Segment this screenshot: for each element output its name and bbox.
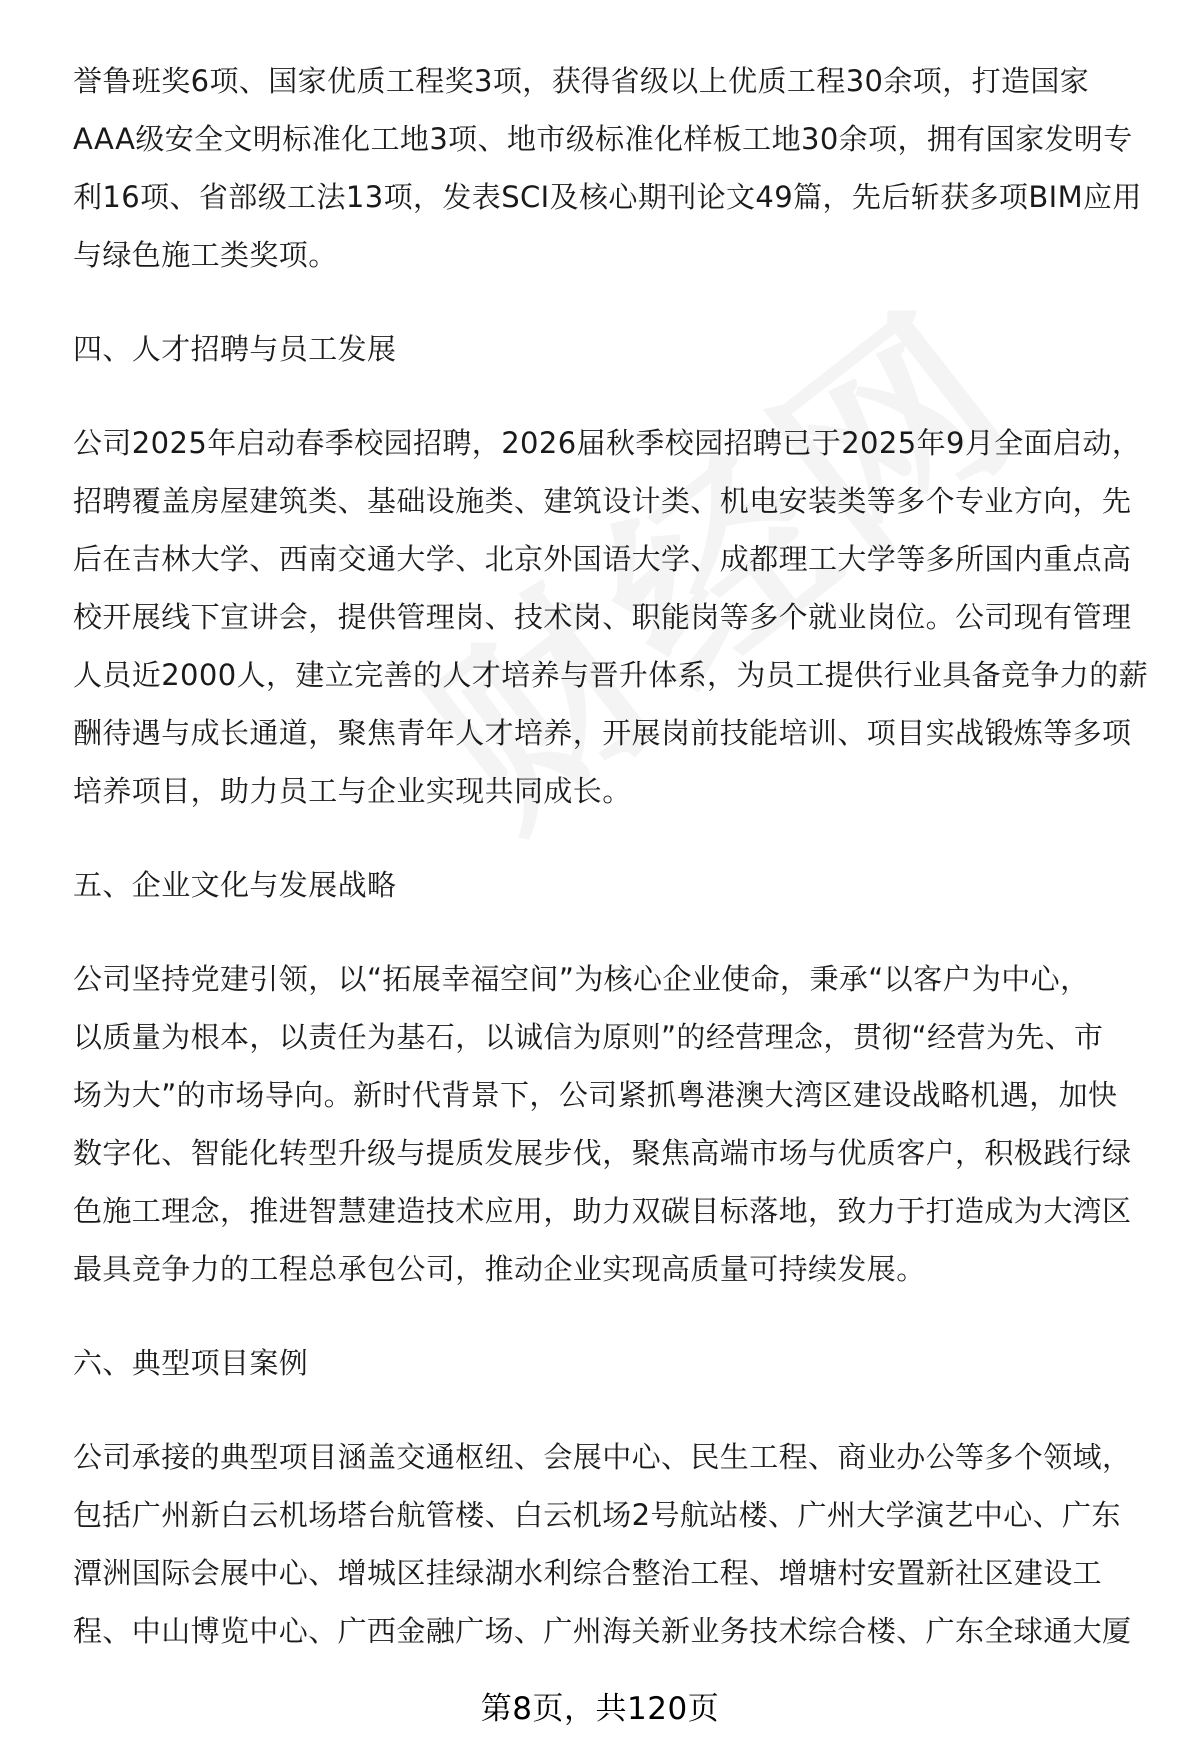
text-line: 利16项、省部级工法13项，发表SCI及核心期刊论文49篇，先后斩获多项BIM应用 <box>73 180 1142 214</box>
paragraph-projects <box>73 1428 1153 1660</box>
text-line: 色施工理念，推进智慧建造技术应用，助力双碳目标落地，致力于打造成为大湾区 <box>73 1194 1132 1228</box>
document-body <box>73 52 1153 1660</box>
text-line: 包括广州新白云机场塔台航管楼、白云机场2号航站楼、广州大学演艺中心、广东 <box>73 1498 1121 1532</box>
paragraph-culture <box>73 950 1153 1298</box>
text-line: 公司坚持党建引领，以“拓展幸福空间”为核心企业使命，秉承“以客户为中心， <box>73 962 1090 996</box>
text-line: 与绿色施工类奖项。 <box>73 238 338 272</box>
text-line: 以质量为根本，以责任为基石，以诚信为原则”的经营理念，贯彻“经营为先、市 <box>73 1020 1104 1054</box>
text-line: 后在吉林大学、西南交通大学、北京外国语大学、成都理工大学等多所国内重点高 <box>73 542 1132 576</box>
paragraph-recruitment <box>73 414 1153 820</box>
section-heading-5: 五、企业文化与发展战略 <box>73 868 397 902</box>
text-line: 酬待遇与成长通道，聚焦青年人才培养，开展岗前技能培训、项目实战锻炼等多项 <box>73 716 1132 750</box>
text-line: 公司承接的典型项目涵盖交通枢纽、会展中心、民生工程、商业办公等多个领域， <box>73 1440 1132 1474</box>
text-line: 人员近2000人，建立完善的人才培养与晋升体系，为员工提供行业具备竞争力的薪 <box>73 658 1149 692</box>
text-line: 公司2025年启动春季校园招聘，2026届秋季校园招聘已于2025年9月全面启动， <box>73 426 1142 460</box>
paragraph-awards <box>73 52 1153 284</box>
text-line: 校开展线下宣讲会，提供管理岗、技术岗、职能岗等多个就业岗位。公司现有管理 <box>73 600 1132 634</box>
text-line: 最具竞争力的工程总承包公司，推动企业实现高质量可持续发展。 <box>73 1252 926 1286</box>
text-line: 招聘覆盖房屋建筑类、基础设施类、建筑设计类、机电安装类等多个专业方向，先 <box>73 484 1132 518</box>
text-line: 潭洲国际会展中心、增城区挂绿湖水利综合整治工程、增塘村安置新社区建设工 <box>73 1556 1103 1590</box>
text-line: 场为大”的市场导向。新时代背景下，公司紧抓粤港澳大湾区建设战略机遇，加快 <box>73 1078 1118 1112</box>
text-line: 誉鲁班奖6项、国家优质工程奖3项，获得省级以上优质工程30余项，打造国家 <box>73 64 1090 98</box>
text-line: AAA级安全文明标准化工地3项、地市级标准化样板工地30余项，拥有国家发明专 <box>73 122 1133 156</box>
page-number-footer: 第8页，共120页 <box>480 1691 720 1727</box>
section-heading-4: 四、人才招聘与员工发展 <box>73 332 397 366</box>
text-line: 数字化、智能化转型升级与提质发展步伐，聚焦高端市场与优质客户，积极践行绿 <box>73 1136 1132 1170</box>
text-line: 程、中山博览中心、广西金融广场、广州海关新业务技术综合楼、广东全球通大厦 <box>73 1614 1132 1648</box>
section-heading-6: 六、典型项目案例 <box>73 1346 309 1380</box>
text-line: 培养项目，助力员工与企业实现共同成长。 <box>73 774 632 808</box>
